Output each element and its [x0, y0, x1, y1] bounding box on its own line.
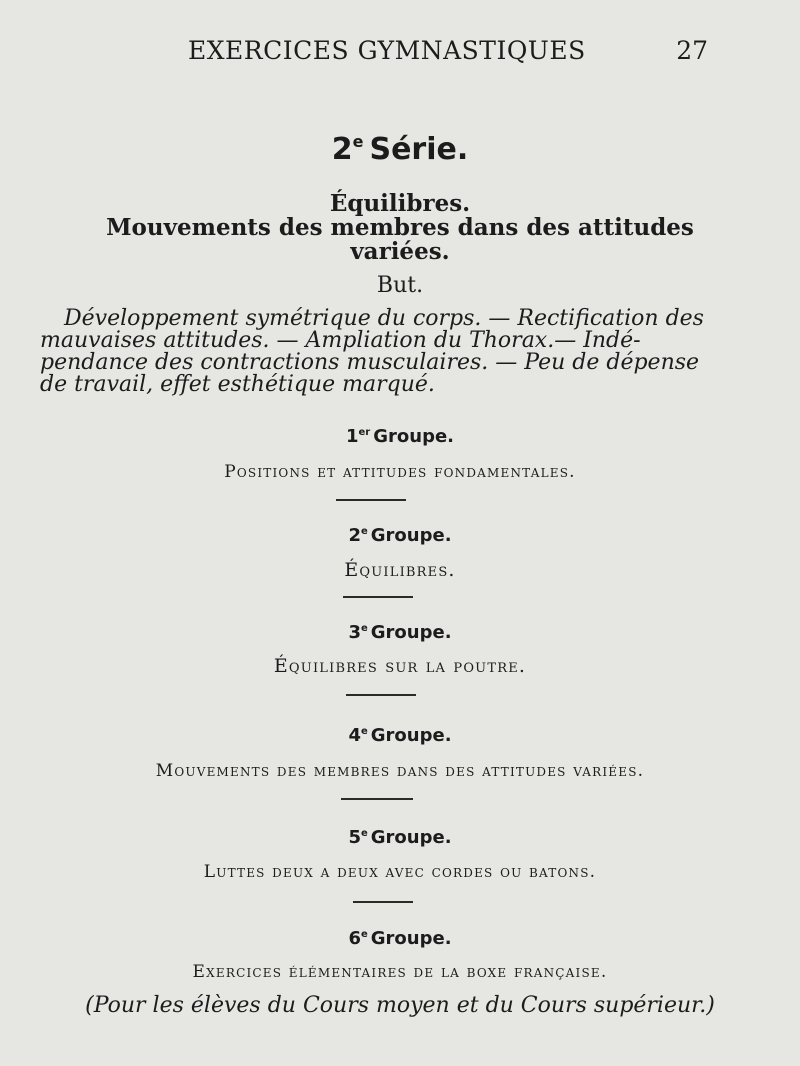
groupe-number: 4 [348, 725, 361, 746]
groupe-3-description: Équilibres sur la poutre. [273, 655, 527, 677]
purpose-paragraph [40, 308, 712, 396]
footnote: (Pour les élèves du Cours moyen et du Cours supérieur.) [85, 993, 715, 1018]
groupe-4-description: Mouvements des membres dans des attitudes variées. [155, 761, 645, 781]
divider-rule [353, 901, 413, 903]
groupe-number: 2 [348, 525, 361, 546]
groupe-superscript: e [360, 828, 368, 839]
purpose-line: Développement symétrique du corps. — Rectification des [64, 306, 704, 331]
groupe-label: Groupe. [370, 525, 452, 546]
serie-superscript: e [352, 132, 364, 151]
groupe-6-description: Exercices élémentaires de la boxe française. [192, 962, 608, 982]
but-heading: But. [376, 273, 424, 298]
purpose-line: mauvaises attitudes. — Ampliation du Thorax.— Indé- [40, 328, 641, 353]
purpose-line: de travail, effet esthétique marqué. [40, 372, 435, 397]
groupe-label: Groupe. [370, 827, 452, 848]
groupe-number: 1 [345, 426, 359, 447]
purpose-line: pendance des contractions musculaires. — Peu de dépense [40, 350, 700, 375]
groupe-label: Groupe. [370, 622, 452, 643]
divider-rule [336, 499, 406, 501]
serie-number: 2 [331, 132, 353, 167]
divider-rule [343, 596, 413, 598]
groupe-2-description: Équilibres. [344, 559, 456, 581]
groupe-superscript: e [360, 526, 368, 537]
subtitle-variees: variées. [350, 238, 450, 265]
divider-rule [346, 694, 416, 696]
groupe-superscript: e [360, 623, 368, 634]
groupe-4-title [0, 725, 800, 746]
groupe-3-title [0, 622, 800, 643]
serie-title [0, 132, 800, 167]
groupe-label: Groupe. [370, 928, 452, 949]
divider-rule [341, 798, 413, 800]
subtitle-equilibres: Équilibres. [329, 190, 471, 217]
groupe-label: Groupe. [373, 426, 454, 447]
groupe-number: 5 [348, 827, 361, 848]
groupe-1-description: Positions et attitudes fondamentales. [224, 462, 576, 482]
groupe-superscript: e [360, 726, 368, 737]
groupe-label: Groupe. [370, 725, 452, 746]
groupe-number: 3 [348, 622, 361, 643]
serie-label: Série. [369, 132, 469, 167]
subtitle-mouvements: Mouvements des membres dans des attitudes [106, 214, 694, 241]
page-number: 27 [676, 36, 708, 65]
groupe-1-title [0, 426, 800, 447]
groupe-2-title [0, 525, 800, 546]
groupe-5-description: Luttes deux a deux avec cordes ou batons. [203, 862, 597, 882]
groupe-6-title [0, 928, 800, 949]
groupe-number: 6 [348, 928, 361, 949]
running-head: EXERCICES GYMNASTIQUES [188, 36, 586, 65]
groupe-5-title [0, 827, 800, 848]
groupe-superscript: e [360, 929, 368, 940]
groupe-superscript: er [358, 427, 371, 438]
